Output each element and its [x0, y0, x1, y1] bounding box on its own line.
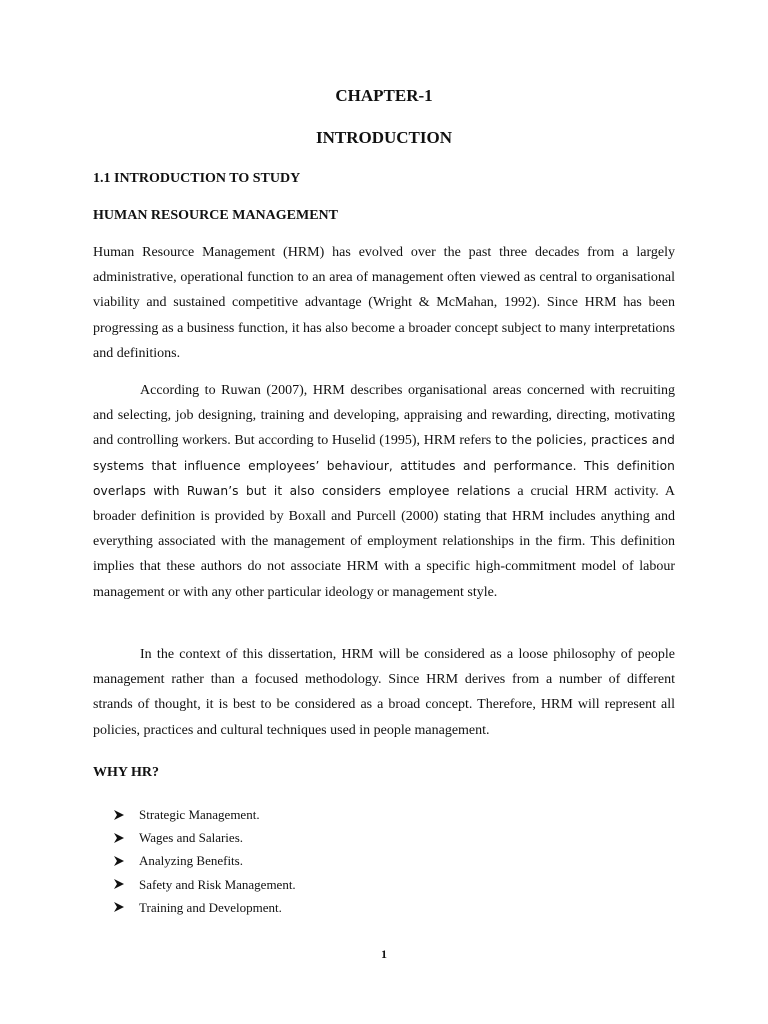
- list-item-label: Safety and Risk Management.: [139, 876, 296, 892]
- section-heading: 1.1 INTRODUCTION TO STUDY: [93, 171, 301, 186]
- list-item-label: Analyzing Benefits.: [139, 853, 243, 869]
- arrow-bullet-icon: [113, 901, 125, 913]
- paragraph-2-part-b: to the policies, practices and systems that influence employees’ behaviour, attitudes and performance. This definition overlaps with Ruwan’s but it also considers employee relations: [93, 433, 675, 498]
- paragraph-2-part-c: a crucial HRM activity. A broader definition is provided by Boxall and Purcell (2000) stating that HRM includes anything and everything associated with the management of employment relationships in the firm. This definition implies that these authors do not associate HRM with a specific high-commitment model of labour management or with any other particular ideology or management style.: [93, 483, 676, 600]
- arrow-bullet-icon: [113, 809, 125, 821]
- paragraph-2-part-a: According to Ruwan (2007), HRM describes organisational areas concerned with recruiting and selecting, job designing, training and developing, appraising and rewarding, directing, motivating and controlling workers. But according to Huselid (1995), HRM refers: [93, 383, 675, 449]
- list-item: [113, 826, 296, 849]
- paragraph-2: [93, 378, 675, 605]
- list-item: [113, 896, 296, 919]
- page-number: 1: [381, 947, 387, 961]
- chapter-label: CHAPTER-1: [335, 86, 433, 105]
- list-item-label: Training and Development.: [139, 899, 282, 915]
- list-item-label: Wages and Salaries.: [139, 830, 243, 846]
- paragraph-3: In the context of this dissertation, HRM will be considered as a loose philosophy of people management rather than a focused methodology. Since HRM derives from a number of different strands of thought, it is best to be considered as a broad concept. Therefore, HRM will represent all policies, practices and cultural techniques used in people management.: [93, 647, 675, 738]
- paragraph-1: Human Resource Management (HRM) has evolved over the past three decades from a largely administrative, operational function to an area of management often viewed as central to organisational viability and sustained competitive advantage (Wright & McMahan, 1992). Since HRM has been progressing as a business function, it has also become a broader concept subject to many interpretations and definitions.: [93, 245, 675, 361]
- arrow-bullet-icon: [113, 878, 125, 890]
- list-item-label: Strategic Management.: [139, 807, 260, 822]
- why-hr-list: [113, 803, 296, 919]
- list-item: [113, 803, 296, 826]
- arrow-bullet-icon: [113, 832, 125, 844]
- arrow-bullet-icon: [113, 855, 125, 867]
- why-hr-heading: WHY HR?: [93, 765, 159, 780]
- chapter-title: INTRODUCTION: [315, 128, 453, 147]
- subheading: HUMAN RESOURCE MANAGEMENT: [93, 208, 338, 223]
- list-item: [113, 873, 296, 896]
- list-item: [113, 849, 296, 872]
